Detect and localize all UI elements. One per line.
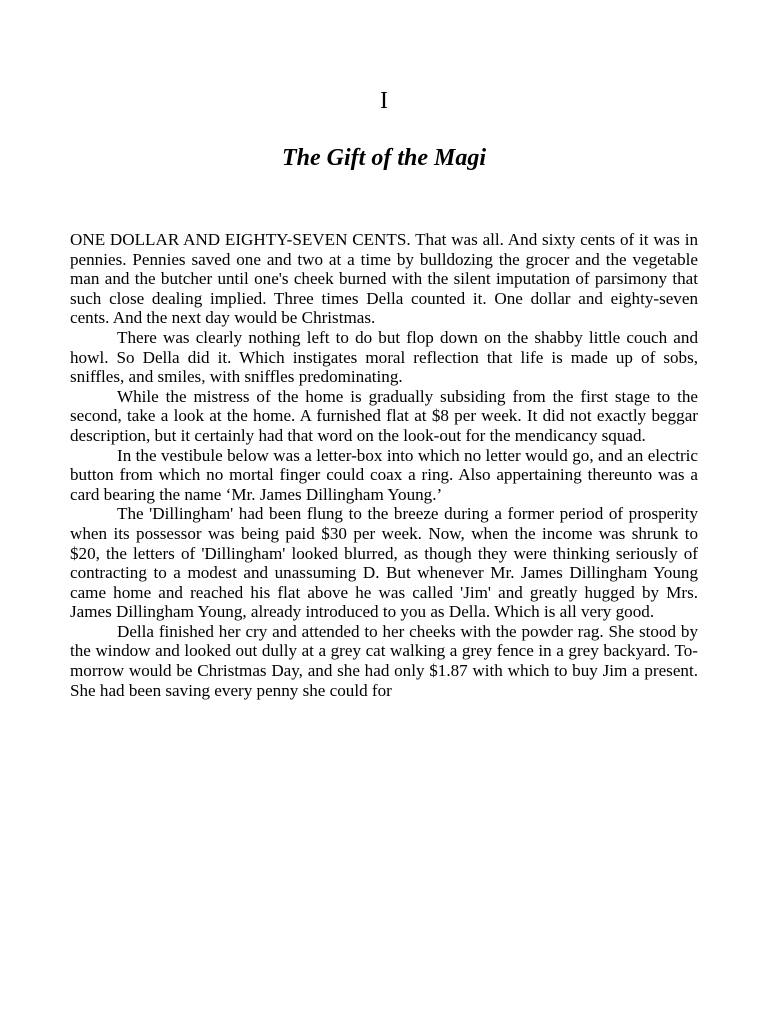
paragraph: There was clearly nothing left to do but flop down on the shabby little couch and howl. So Della did it. Which instigates moral reflection that life is made up of sobs, sniffles, and smiles, with sniffles predominating. [70,327,698,387]
chapter-number: I [380,88,388,114]
paragraph: While the mistress of the home is gradually subsiding from the first stage to the second, take a look at the home. A furnished flat at $8 per week. It did not exactly beggar description, but it certainly had that word on the look-out for the mendicancy squad. [70,386,698,445]
paragraph: ONE DOLLAR AND EIGHTY-SEVEN CENTS. That was all. And sixty cents of it was in pennies. Pennies saved one and two at a time by bulldozing the grocer and the vegetable man and the butcher until one's cheek burned with the silent imputation of parsimony that such close dealing implied. Three times Della counted it. One dollar and eighty-seven cents. And the next day would be Christmas. [70,230,698,328]
paragraph: Della finished her cry and attended to her cheeks with the powder rag. She stood by the window and looked out dully at a grey cat walking a grey fence in a grey backyard. To-morrow would be Christmas Day, and she had only $1.87 with which to buy Jim a present. She had been saving every penny she could for [70,621,698,700]
paragraph: The 'Dillingham' had been flung to the breeze during a former period of prosperity when its possessor was being paid $30 per week. Now, when the income was shrunk to $20, the letters of 'Dillingham' looked blurred, as though they were thinking seriously of contracting to a modest and unassuming D. But whenever Mr. James Dillingham Young came home and reached his flat above he was called 'Jim' and greatly hugged by Mrs. James Dillingham Young, already introduced to you as Della. Which is all very good. [70,504,698,622]
chapter-title: The Gift of the Magi [282,145,486,171]
chapter-body [70,230,698,700]
paragraph: In the vestibule below was a letter-box into which no letter would go, and an electric button from which no mortal finger could coax a ring. Also appertaining thereunto was a card bearing the name ‘Mr. James Dillingham Young.’ [70,445,698,504]
